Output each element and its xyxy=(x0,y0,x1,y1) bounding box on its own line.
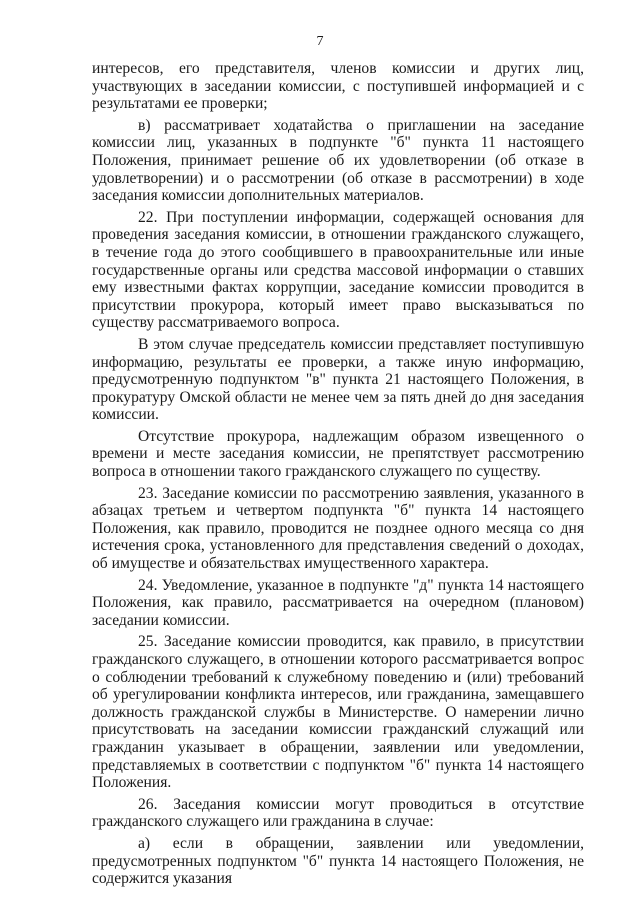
document-body xyxy=(92,60,584,892)
paragraph-26a: а) если в обращении, заявлении или уведомлении, предусмотренных подпунктом "б" пункта 14 настоящего Положения, не содержится указания xyxy=(92,834,584,888)
paragraph-22-chairman: В этом случае председатель комиссии представляет поступившую информацию, результаты ее проверки, а также иную информацию, предусмотренную подпунктом "в" пункта 21 настоящего Положения, в прокуратуру Омской области не менее чем за пять дней до дня заседания комиссии. xyxy=(92,335,584,424)
paragraph-25: 25. Заседание комиссии проводится, как правило, в присутствии гражданского служащего, в отношении которого рассматривается вопрос о соблюдении требований к служебному поведению и (или) требований об урегулировании конфликта интересов, или гражданина, замещавшего должность гражданской службы в Министерстве. О намерении лично присутствовать на заседании комиссии гражданский служащий или гражданин указывает в обращении, заявлении или уведомлении, представляемых в соответствии с подпунктом "б" пункта 14 настоящего Положения. xyxy=(92,633,584,792)
paragraph-22-prosecutor-absence: Отсутствие прокурора, надлежащим образом извещенного о времени и месте заседания комиссии, не препятствует рассмотрению вопроса в отношении такого гражданского служащего по существу. xyxy=(92,427,584,481)
paragraph-continuation: интересов, его представителя, членов комиссии и других лиц, участвующих в заседании комиссии, с поступившей информацией и с результатами ее проверки; xyxy=(92,60,584,113)
page-number: 7 xyxy=(316,34,324,49)
paragraph-24: 24. Уведомление, указанное в подпункте "д" пункта 14 настоящего Положения, как правило, рассматривается на очередном (плановом) заседании комиссии. xyxy=(92,576,584,629)
paragraph-22: 22. При поступлении информации, содержащей основания для проведения заседания комиссии, в отношении гражданского служащего, в течение года до этого сообщившего в правоохранительные или иные государственные органы или средства массовой информации о ставших ему известными фактах коррупции, заседание комиссии проводится в присутствии прокурора, который имеет право высказываться по существу рассматриваемого вопроса. xyxy=(92,208,584,332)
paragraph-21v: в) рассматривает ходатайства о приглашении на заседание комиссии лиц, указанных в подпункте "б" пункта 11 настоящего Положения, принимает решение об их удовлетворении (об отказе в удовлетворении) и о рассмотрении (об отказе в рассмотрении) в ходе заседания комиссии дополнительных материалов. xyxy=(92,116,584,205)
paragraph-26: 26. Заседания комиссии могут проводиться в отсутствие гражданского служащего или гражданина в случае: xyxy=(92,795,584,831)
paragraph-23: 23. Заседание комиссии по рассмотрению заявления, указанного в абзацах третьем и четвертом подпункта "б" пункта 14 настоящего Положения, как правило, проводится не позднее одного месяца со дня истечения срока, установленного для представления сведений о доходах, об имуществе и обязательствах имущественного характера. xyxy=(92,484,584,573)
